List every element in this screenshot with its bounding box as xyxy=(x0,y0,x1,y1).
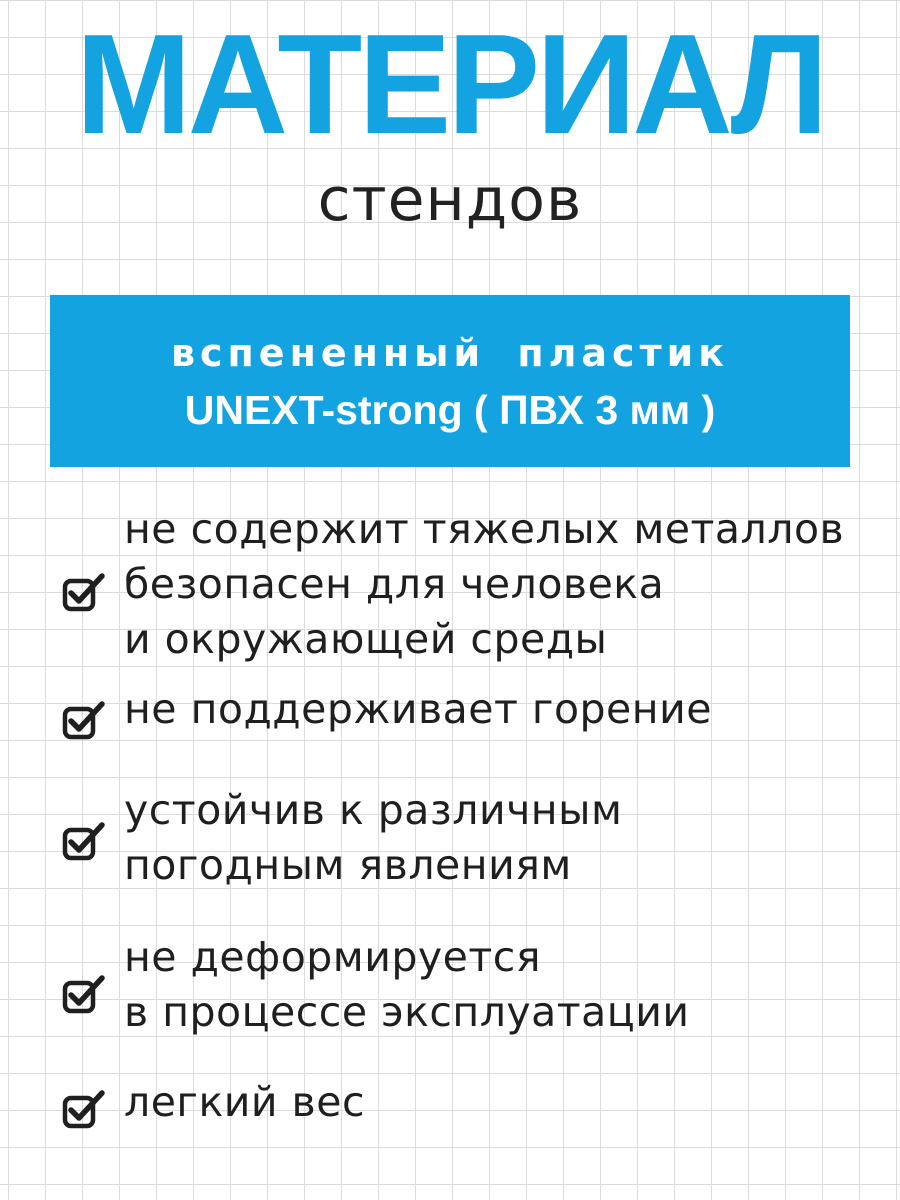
page-subtitle: стендов xyxy=(317,165,583,235)
feature-line: безопасен для человека xyxy=(124,560,665,608)
feature-line: и окружающей среды xyxy=(124,615,608,663)
page-title: МАТЕРИАЛ xyxy=(75,5,825,164)
feature-line: не поддерживает горение xyxy=(124,685,712,733)
material-name: вспененный пластик xyxy=(170,331,730,375)
material-banner xyxy=(50,295,850,467)
checkbox-check-icon xyxy=(62,572,106,612)
feature-text xyxy=(124,682,894,737)
feature-line: в процессе эксплуатации xyxy=(124,988,690,1036)
feature-text xyxy=(124,930,894,1040)
feature-text xyxy=(124,502,894,667)
checkbox-check-icon xyxy=(62,700,106,740)
feature-line: легкий вес xyxy=(124,1078,365,1126)
checkbox-check-icon xyxy=(62,1089,106,1129)
checkbox-check-icon xyxy=(62,974,106,1014)
feature-text xyxy=(124,783,894,893)
feature-line: не содержит тяжелых металлов xyxy=(124,505,845,553)
feature-line: не деформируется xyxy=(124,933,541,981)
feature-line: погодным явлениям xyxy=(124,841,572,889)
checkbox-check-icon xyxy=(62,821,106,861)
feature-line: устойчив к различным xyxy=(124,786,623,834)
feature-text xyxy=(124,1075,894,1130)
material-spec: UNEXT-strong ( ПВХ 3 мм ) xyxy=(184,387,716,433)
